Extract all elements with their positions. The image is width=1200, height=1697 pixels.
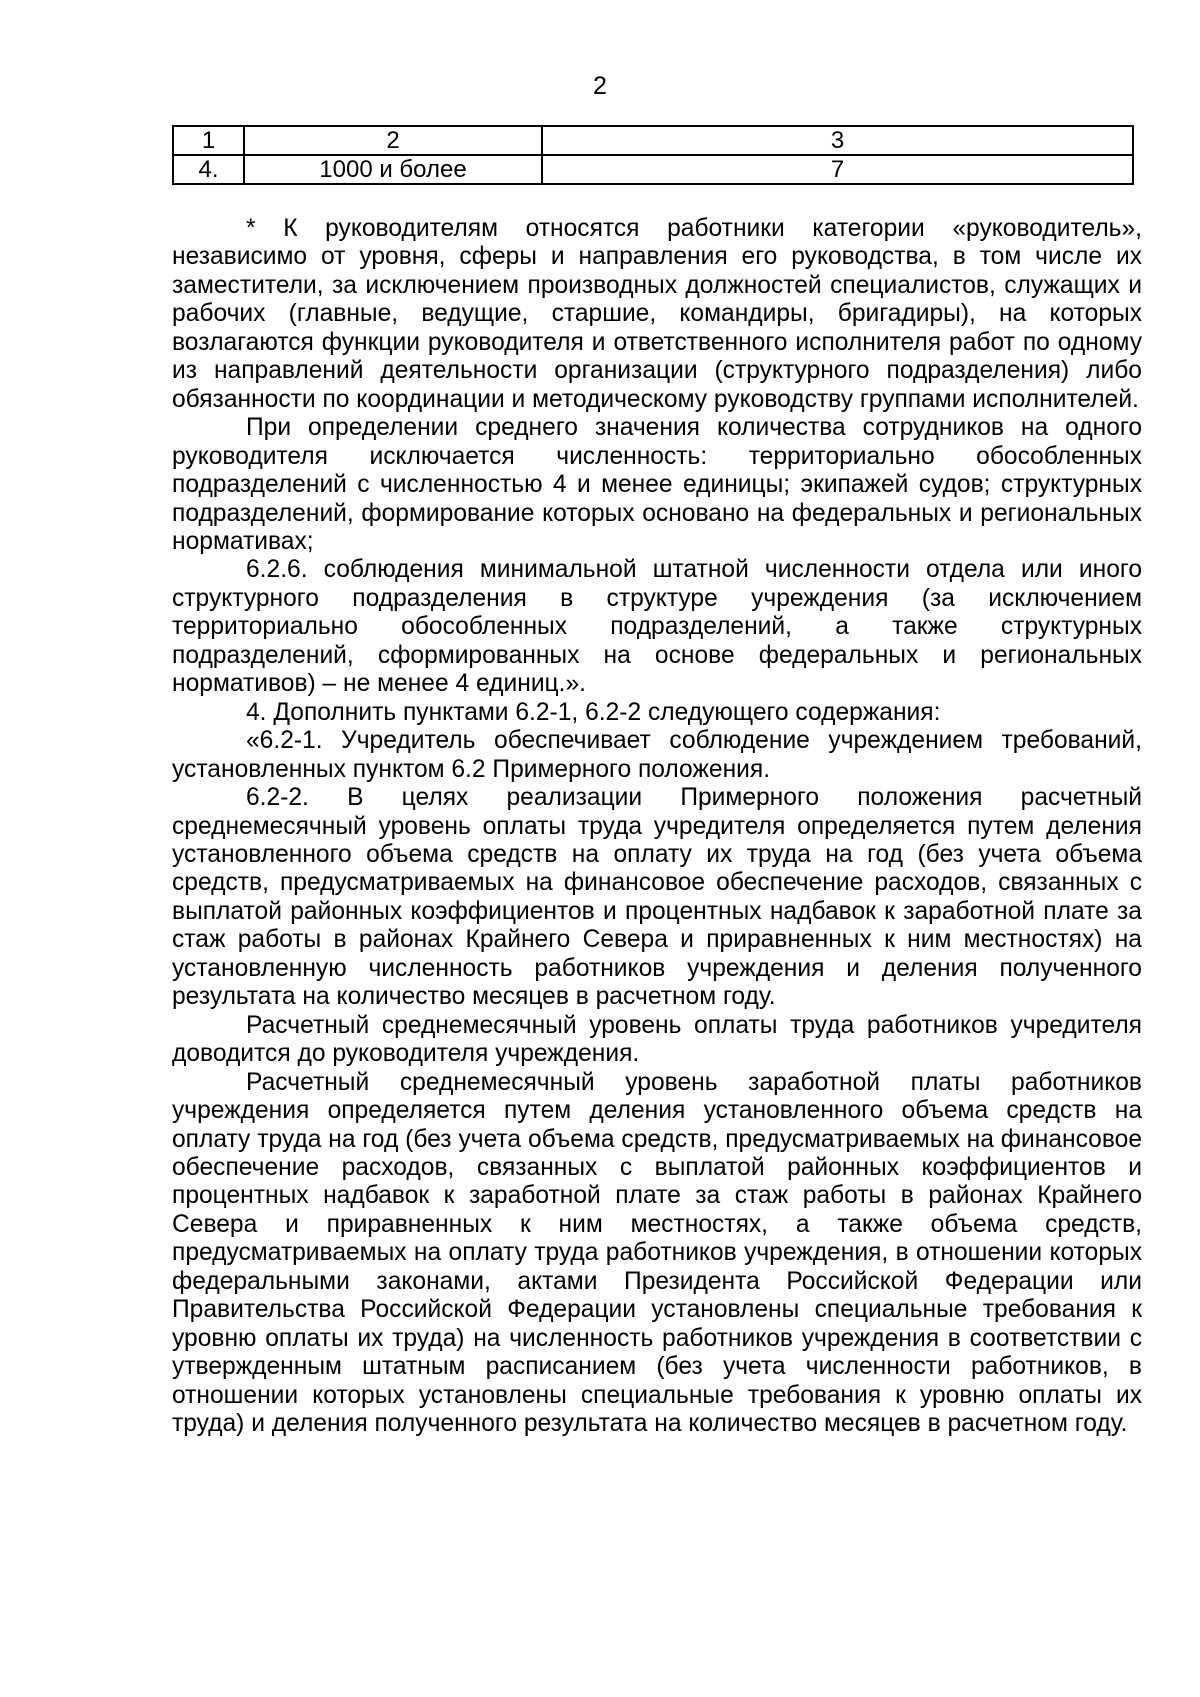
table-cell: 7: [542, 155, 1133, 184]
paragraph: При определении среднего значения количества сотрудников на одного руководителя исключается численность: территориально обособленных подразделений с численностью 4 и менее единицы; экипажей судов; структурных подразделений, формирование которых основано на федеральных и региональных нормативах;: [172, 414, 1142, 555]
paragraph-item-4: 4. Дополнить пунктами 6.2-1, 6.2-2 следующего содержания:: [246, 698, 941, 726]
continuation-table: [172, 125, 1134, 185]
table-cell: 2: [244, 126, 542, 155]
table-cell: 1000 и более: [244, 155, 542, 184]
paragraph-6-2-1: «6.2-1. Учредитель обеспечивает соблюдение учреждением требований, установленных пунктом 6.2 Примерного положения.: [172, 727, 1142, 783]
footnote-paragraph: * К руководителям относятся работники категории «руководитель», независимо от уровня, сферы и направления его руководства, в том числе их заместители, за исключением производных должностей специалистов, служащих и рабочих (главные, ведущие, старшие, командиры, бригадиры), на которых возлагаются функции руководителя и ответственного исполнителя работ по одному из направлений деятельности организации (структурного подразделения) либо обязанности по координации и методическому руководству группами исполнителей.: [172, 215, 1142, 413]
paragraph: Расчетный среднемесячный уровень оплаты труда работников учредителя доводится до руководителя учреждения.: [172, 1011, 1142, 1068]
table-cell: 3: [542, 126, 1133, 155]
page-number: 2: [593, 72, 607, 100]
table-cell: 4.: [173, 155, 244, 184]
table-row: [173, 155, 1133, 184]
paragraph-6-2-2: 6.2-2. В целях реализации Примерного положения расчетный среднемесячный уровень оплаты труда учредителя определяется путем деления установленного объема средств на оплату их труда на год (без учета объема средств, предусматриваемых на финансовое обеспечение расходов, связанных с выплатой районных коэффициентов и процентных надбавок к заработной плате за стаж работы в районах Крайнего Севера и приравненных к ним местностях) на установленную численность работников учреждения и деления полученного результата на количество месяцев в расчетном году.: [172, 784, 1142, 1011]
paragraph-6-2-6: 6.2.6. соблюдения минимальной штатной численности отдела или иного структурного подразделения в структуре учреждения (за исключением территориально обособленных подразделений, а также структурных подразделений, сформированных на основе федеральных и региональных нормативов) – не менее 4 единиц.».: [172, 556, 1142, 698]
paragraph: Расчетный среднемесячный уровень заработной платы работников учреждения определяется путем деления установленного объема средств на оплату труда на год (без учета объема средств, предусматриваемых на финансовое обеспечение расходов, связанных с выплатой районных коэффициентов и процентных надбавок к заработной плате за стаж работы в районах Крайнего Севера и приравненных к ним местностях, а также объема средств, предусматриваемых на оплату труда работников учреждения, в отношении которых федеральными законами, актами Президента Российской Федерации или Правительства Российской Федерации установлены специальные требования к уровню оплаты их труда) на численность работников учреждения в соответствии с утвержденным штатным расписанием (без учета численности работников, в отношении которых установлены специальные требования к уровню оплаты их труда) и деления полученного результата на количество месяцев в расчетном году.: [172, 1068, 1142, 1438]
table-cell: 1: [173, 126, 244, 155]
document-body: [172, 215, 1142, 1438]
table-row: [173, 126, 1133, 155]
